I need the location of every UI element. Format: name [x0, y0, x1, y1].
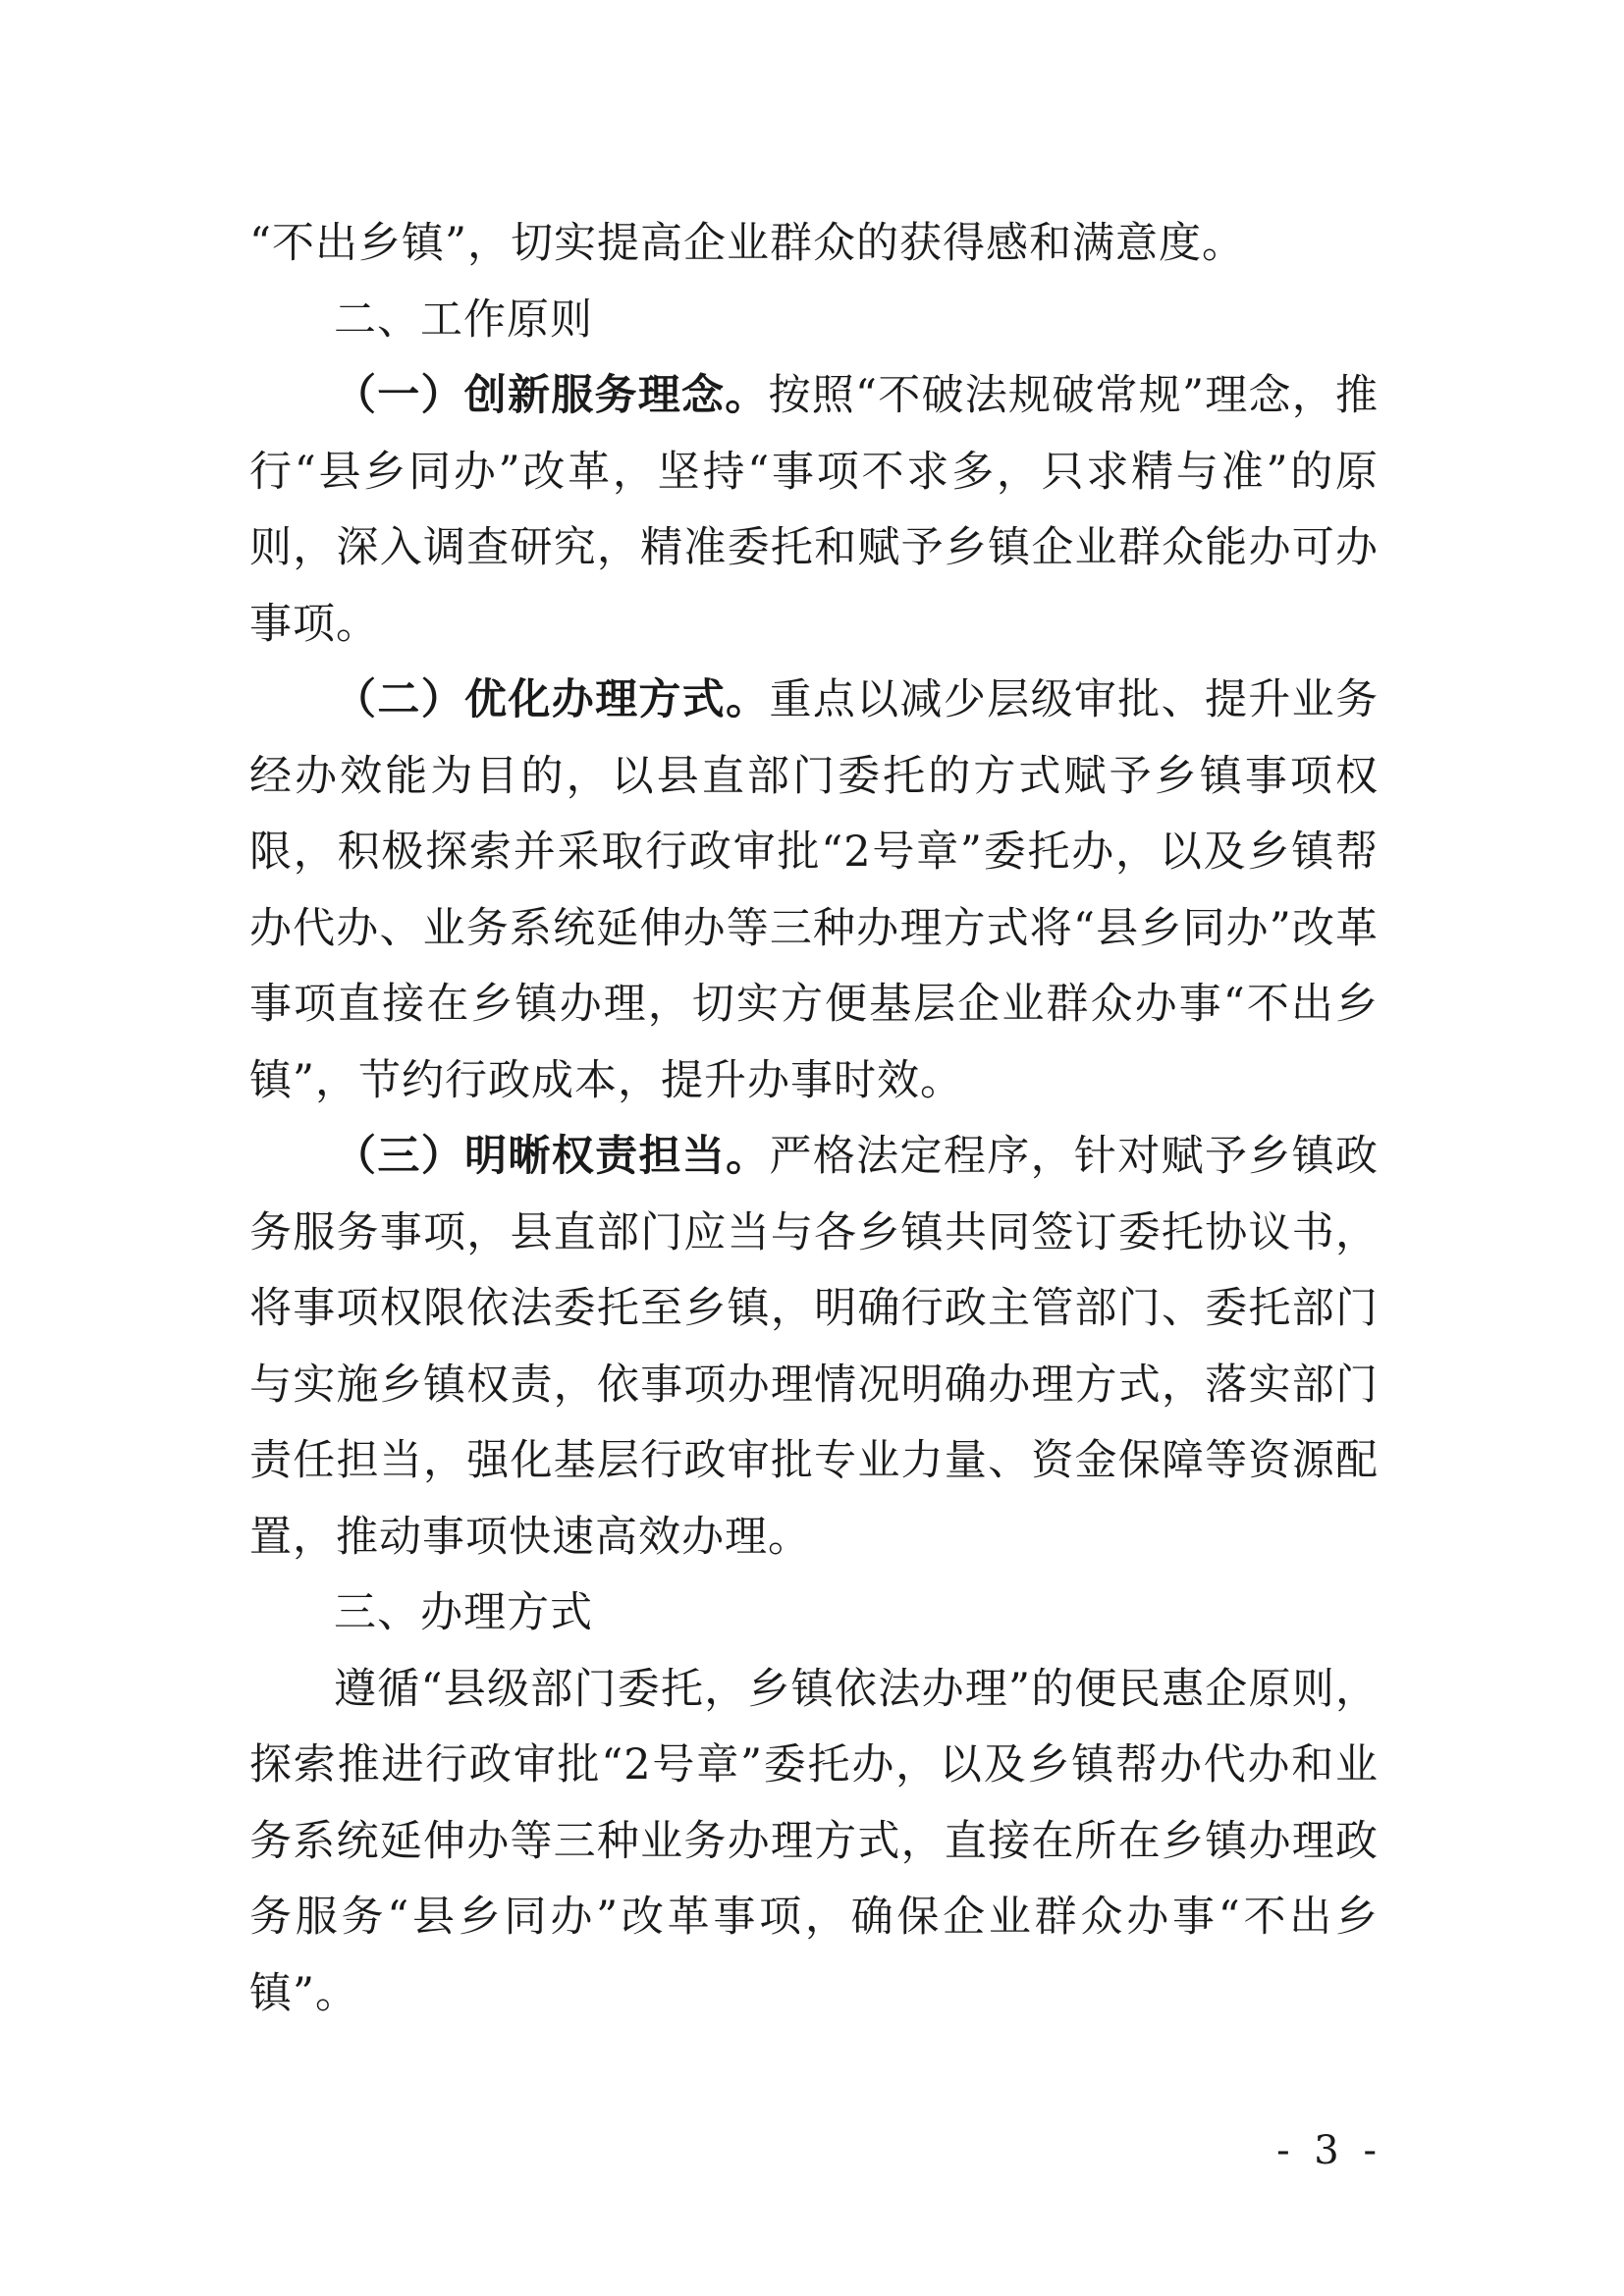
- principle-1-title: （一）创新服务理念。: [334, 371, 769, 420]
- page-number: - 3 -: [1276, 2128, 1382, 2173]
- paragraph-handling-methods: 遵循“县级部门委托，乡镇依法办理”的便民惠企原则，探索推进行政审批“2号章”委托办，以及乡镇帮办代办和业务系统延伸办等三种业务办理方式，直接在所在乡镇办理政务服务“县乡同办”改革事项，确保企业群众办事“不出乡镇”。: [249, 1664, 1379, 2018]
- paragraph-intro-continuation: “不出乡镇”，切实提高企业群众的获得感和满意度。: [249, 219, 1245, 268]
- paragraph-principle-2: [249, 663, 1379, 1119]
- document-body: [249, 206, 1379, 2032]
- principle-1-body: 按照“不破法规破常规”理念，推行“县乡同办”改革，坚持“事项不求多，只求精与准”的原则，深入调查研究，精准委托和赋予乡镇企业群众能办可办事项。: [249, 371, 1379, 649]
- paragraph-principle-1: [249, 358, 1379, 663]
- paragraph-principle-3: [249, 1119, 1379, 1575]
- section-heading-work-principles: 二、工作原则: [334, 294, 593, 345]
- principle-2-title: （二）优化办理方式。: [334, 675, 770, 724]
- principle-2-body: 重点以减少层级审批、提升业务经办效能为目的，以县直部门委托的方式赋予乡镇事项权限，积极探索并采取行政审批“2号章”委托办，以及乡镇帮办代办、业务系统延伸办等三种办理方式将“县乡同办”改革事项直接在乡镇办理，切实方便基层企业群众办事“不出乡镇”，节约行政成本，提升办事时效。: [249, 675, 1380, 1105]
- principle-3-title: （三）明晰权责担当。: [334, 1132, 770, 1181]
- section-heading-handling-methods: 三、办理方式: [334, 1588, 593, 1637]
- principle-3-body: 严格法定程序，针对赋予乡镇政务服务事项，县直部门应当与各乡镇共同签订委托协议书，将事项权限依法委托至乡镇，明确行政主管部门、委托部门与实施乡镇权责，依事项办理情况明确办理方式，落实部门责任担当，强化基层行政审批专业力量、资金保障等资源配置，推动事项快速高效办理。: [249, 1132, 1380, 1562]
